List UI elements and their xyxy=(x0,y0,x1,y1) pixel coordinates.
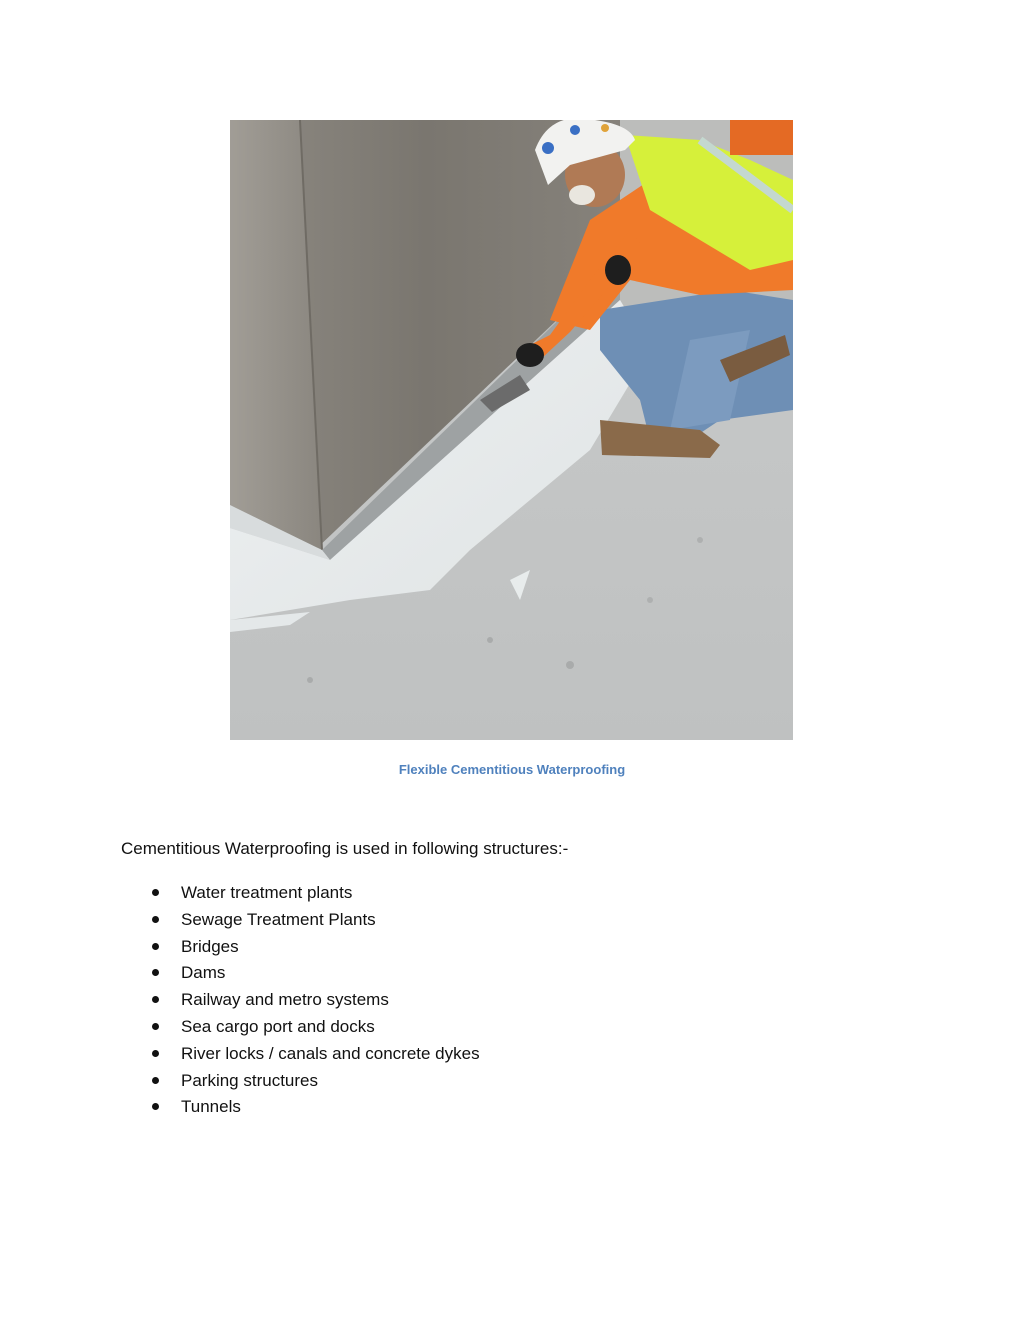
bullet-icon xyxy=(152,1103,159,1110)
list-item-text: Bridges xyxy=(181,936,239,956)
figure-caption: Flexible Cementitious Waterproofing xyxy=(398,762,626,777)
list-item xyxy=(121,961,480,988)
bullet-icon xyxy=(152,889,159,896)
bullet-icon xyxy=(152,1077,159,1084)
list-item-text: Parking structures xyxy=(181,1070,318,1090)
list-item xyxy=(121,1015,480,1042)
list-item xyxy=(121,908,480,935)
list-item xyxy=(121,1069,480,1096)
list-item-text: Sewage Treatment Plants xyxy=(181,909,376,929)
bullet-icon xyxy=(152,996,159,1003)
bullet-icon xyxy=(152,916,159,923)
bullet-icon xyxy=(152,1023,159,1030)
list-item xyxy=(121,1042,480,1069)
list-item-text: Railway and metro systems xyxy=(181,990,389,1010)
bullet-icon xyxy=(152,1050,159,1057)
intro-paragraph: Cementitious Waterproofing is used in following structures:- xyxy=(121,839,569,858)
list-item-text: Tunnels xyxy=(181,1097,241,1117)
list-item xyxy=(121,881,480,908)
list-item-text: River locks / canals and concrete dykes xyxy=(181,1043,480,1063)
list-item xyxy=(121,1095,480,1122)
structures-list xyxy=(121,881,480,1122)
bullet-icon xyxy=(152,943,159,950)
bullet-icon xyxy=(152,969,159,976)
waterproofing-photo xyxy=(230,120,793,740)
list-item xyxy=(121,935,480,962)
list-item-text: Water treatment plants xyxy=(181,883,353,902)
list-item-text: Sea cargo port and docks xyxy=(181,1016,375,1036)
list-item xyxy=(121,988,480,1015)
list-item-text: Dams xyxy=(181,963,226,983)
